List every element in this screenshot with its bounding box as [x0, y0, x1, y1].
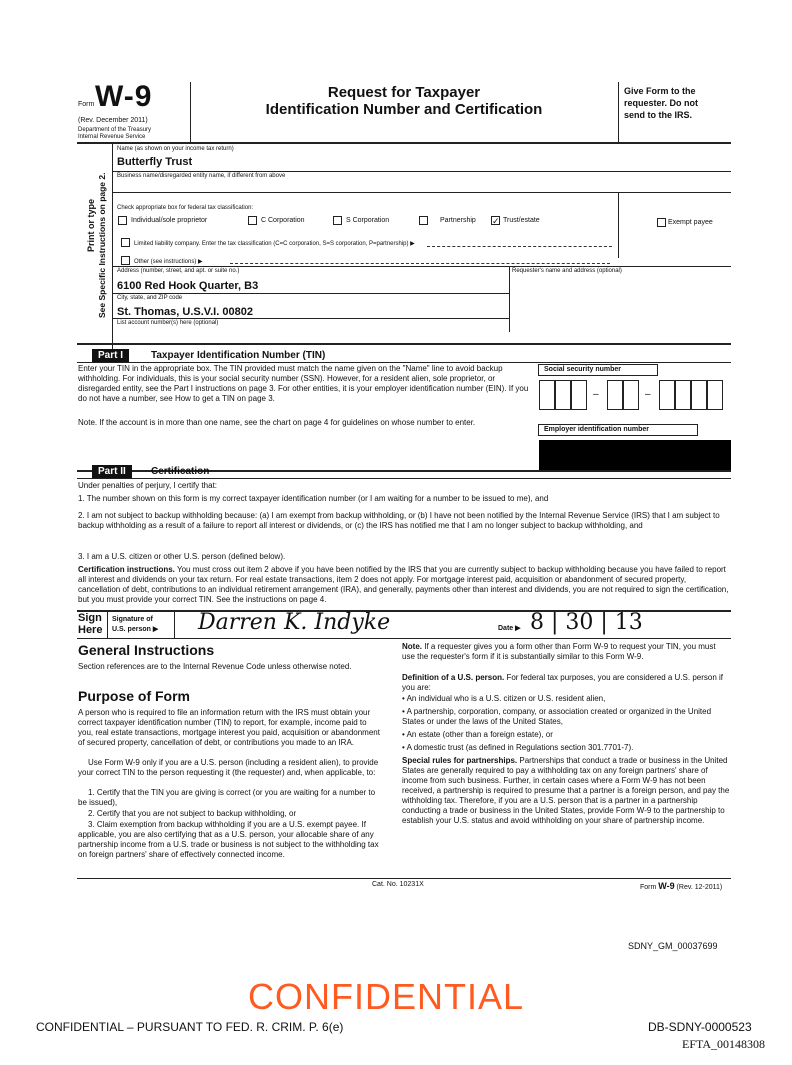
right-special-bold: Special rules for partnerships. — [402, 756, 518, 765]
name-label: Name (as shown on your income tax return) — [117, 146, 234, 152]
cert-bold: Certification instructions. — [78, 565, 175, 574]
opt-ccorp: C Corporation — [261, 217, 305, 224]
ssn-digit-4[interactable] — [607, 380, 623, 410]
sig-label-1: Signature of — [112, 616, 153, 623]
checkbox-ccorp[interactable] — [248, 216, 257, 225]
llc-label: Limited liability company. Enter the tax classification (C=C corporation, S=S corporation, P=partnership) ▶ — [134, 241, 415, 247]
form-ref-suffix: (Rev. 12-2011) — [674, 884, 723, 891]
requester-label: Requester's name and address (optional) — [512, 268, 622, 274]
give-line2: requester. Do not — [624, 98, 699, 108]
ssn-digit-6[interactable] — [659, 380, 675, 410]
form-number: W-9 — [95, 80, 153, 113]
right-b3: • An estate (other than a foreign estate), or — [402, 730, 553, 739]
part2-intro: Under penalties of perjury, I certify that: — [78, 481, 218, 490]
bates-db-sdny: DB-SDNY-0000523 — [648, 1020, 752, 1034]
right-def-bold: Definition of a U.S. person. — [402, 673, 505, 682]
checkbox-individual[interactable] — [118, 216, 127, 225]
ssn-digit-7[interactable] — [675, 380, 691, 410]
side-print: Print or type — [86, 198, 96, 252]
right-b2: • A partnership, corporation, company, or association created or organized in the United States or under the laws of the United States, — [402, 707, 712, 726]
sig-label-2: U.S. person ▶ — [112, 626, 159, 633]
side-see: See Specific Instructions on page 2. — [97, 172, 107, 318]
general-heading: General Instructions — [78, 642, 215, 658]
opt-scorp: S Corporation — [346, 217, 390, 224]
part2-cert — [78, 565, 730, 605]
cert-text: You must cross out item 2 above if you have been notified by the IRS that you are currently subject to backup withholding because you have failed to report all interest and dividends on your tax return. For real estate transactions, item 2 does not apply. For mortgage interest paid, acquisition or abandonment of secured property, cancellation of debt, contributions to an individual retirement arrangement (IRA), and generally, payments other than interest and dividends, you are not required to sign the certification, but you must provide your correct TIN. See the instructions on page 4. — [78, 565, 729, 604]
ssn-digit-9[interactable] — [707, 380, 723, 410]
purpose-p2: Use Form W-9 only if you are a U.S. person (including a resident alien), to provide your correct TIN to the person requesting it (the requester) and, when applicable, to: — [78, 758, 379, 777]
checkbox-scorp[interactable] — [333, 216, 342, 225]
right-def-text: For federal tax purposes, you are considered a U.S. person if you are: — [402, 673, 724, 692]
ssn-digit-2[interactable] — [555, 380, 571, 410]
part2-item2: 2. I am not subject to backup withholding because: (a) I am exempt from backup withholding, or (b) I have not been notified by the Internal Revenue Service (IRS) that I am subject to backup withholding as a result of a failure to report all interest or dividends, or (c) the IRS has notified me that I am no longer subject to backup withholding, and — [78, 511, 720, 530]
right-b4: • A domestic trust (as defined in Regulations section 301.7701-7). — [402, 743, 634, 752]
date-value[interactable]: 8 | 30 | 13 — [530, 610, 643, 635]
account-label: List account number(s) here (optional) — [117, 320, 219, 326]
right-note-bold: Note. — [402, 642, 422, 651]
sign-word: Sign — [78, 612, 102, 624]
purpose-p1: A person who is required to file an information return with the IRS must obtain your correct taxpayer identification number (TIN) to report, for example, income paid to you, real estate transactions, mortgage interest you paid, acquisition or abandonment of secured property, cancellation of debt, or contributions you made to an IRA. — [78, 708, 380, 747]
checkbox-other[interactable] — [121, 256, 130, 265]
opt-partnership: Partnership — [440, 217, 476, 224]
part2-item3: 3. I am a U.S. citizen or other U.S. person (defined below). — [78, 552, 286, 561]
purpose-p5: 3. Claim exemption from backup withholding if you are a U.S. exempt payee. If applicable, you are also certifying that as a U.S. person, your allocable share of any partnership income from a U.S. trade or business is not subject to the withholding tax on foreign partners' share of effectively connected income. — [78, 820, 379, 859]
irs-label: Internal Revenue Service — [78, 134, 146, 140]
title-line2: Identification Number and Certification — [265, 101, 543, 118]
right-special-text: Partnerships that conduct a trade or business in the United States are generally required to pay a withholding tax on any foreign partners' share of income from such business. Further, in certain cases where a Form W-9 has not been received, a partnership is required to presume that a partner is a foreign person, and pay the withholding tax. Therefore, if you are a U.S. person that is a partner in a partnership conducting a trade or business in the United States, provide Form W-9 to the partnership to establish your U.S. status and avoid withholding on your share of partnership income. — [402, 756, 730, 825]
opt-individual: Individual/sole proprietor — [131, 217, 208, 224]
other-label: Other (see instructions) ▶ — [134, 259, 203, 265]
ssn-digit-1[interactable] — [539, 380, 555, 410]
classification-label: Check appropriate box for federal tax classification: — [117, 205, 254, 211]
part1-title: Taxpayer Identification Number (TIN) — [151, 350, 326, 361]
checkbox-exempt[interactable] — [657, 218, 666, 227]
city-label: City, state, and ZIP code — [117, 295, 183, 301]
ssn-digit-3[interactable] — [571, 380, 587, 410]
ssn-digit-5[interactable] — [623, 380, 639, 410]
opt-trust: Trust/estate — [503, 217, 540, 224]
bates-sdny-gm: SDNY_GM_00037699 — [628, 941, 718, 951]
part1-label: Part I — [92, 349, 129, 362]
right-note-text: If a requester gives you a form other than Form W-9 to request your TIN, you must use the requester's form if it is substantially similar to this Form W-9. — [402, 642, 716, 661]
form-ref — [640, 881, 722, 891]
ssn-label: Social security number — [544, 366, 622, 373]
right-note — [402, 642, 730, 662]
city-value[interactable]: St. Thomas, U.S.V.I. 00802 — [117, 306, 253, 318]
right-special — [402, 756, 730, 826]
ssn-dash-2: – — [645, 389, 651, 400]
part2-title: Certification — [151, 466, 210, 477]
title-line1: Request for Taxpayer — [327, 84, 481, 101]
name-value[interactable]: Butterfly Trust — [117, 156, 193, 168]
purpose-heading: Purpose of Form — [78, 688, 191, 704]
form-ref-prefix: Form — [640, 884, 659, 891]
purpose-p4: 2. Certify that you are not subject to backup withholding, or — [88, 809, 297, 818]
confidential-stamp: CONFIDENTIAL — [248, 976, 525, 1017]
checkbox-trust[interactable]: ✓ — [492, 216, 500, 226]
signature[interactable]: Darren K. Indyke — [198, 610, 391, 635]
exempt-label: Exempt payee — [668, 219, 713, 226]
dept-treasury: Department of the Treasury — [78, 127, 152, 133]
cat-number: Cat. No. 10231X — [372, 881, 424, 888]
address-label: Address (number, street, and apt. or suite no.) — [117, 268, 240, 274]
part2-item1: 1. The number shown on this form is my correct taxpayer identification number (or I am waiting for a number to be issued to me), and — [78, 494, 549, 503]
give-line1: Give Form to the — [624, 86, 696, 96]
form-ref-num: W-9 — [658, 881, 675, 891]
rev-date: (Rev. December 2011) — [78, 117, 148, 124]
ein-redaction — [539, 440, 731, 470]
form-word: Form — [78, 101, 95, 108]
part1-text: Enter your TIN in the appropriate box. The TIN provided must match the name given on the "Name" line to avoid backup withholding. For individuals, this is your social security number (SSN). However, for a resident alien, sole proprietor, or disregarded entity, see the Part I instructions on page 3. For other entities, it is your employer identification number (EIN). If you do not have a number, see How to get a TIN on page 3. — [78, 364, 529, 403]
here-word: Here — [78, 624, 103, 636]
address-value[interactable]: 6100 Red Hook Quarter, B3 — [117, 280, 259, 292]
right-b1: • An individual who is a U.S. citizen or U.S. resident alien, — [402, 694, 606, 703]
efta-number: EFTA_00148308 — [682, 1037, 766, 1051]
checkbox-partnership[interactable] — [419, 216, 428, 225]
business-label: Business name/disregarded entity name, if different from above — [117, 173, 286, 179]
purpose-p3: 1. Certify that the TIN you are giving is correct (or you are waiting for a number to be issued), — [78, 788, 376, 807]
ein-label: Employer identification number — [544, 426, 650, 433]
general-refs: Section references are to the Internal Revenue Code unless otherwise noted. — [78, 662, 352, 671]
confidential-pursuant: CONFIDENTIAL – PURSUANT TO FED. R. CRIM. P. 6(e) — [36, 1020, 344, 1034]
give-line3: send to the IRS. — [624, 110, 693, 120]
right-def — [402, 673, 730, 693]
ssn-digit-8[interactable] — [691, 380, 707, 410]
part1-note: Note. If the account is in more than one name, see the chart on page 4 for guidelines on whose number to enter. — [78, 418, 476, 427]
ssn-dash-1: – — [593, 389, 599, 400]
date-label: Date ▶ — [498, 625, 521, 632]
checkbox-llc[interactable] — [121, 238, 130, 247]
part2-label: Part II — [92, 465, 132, 478]
